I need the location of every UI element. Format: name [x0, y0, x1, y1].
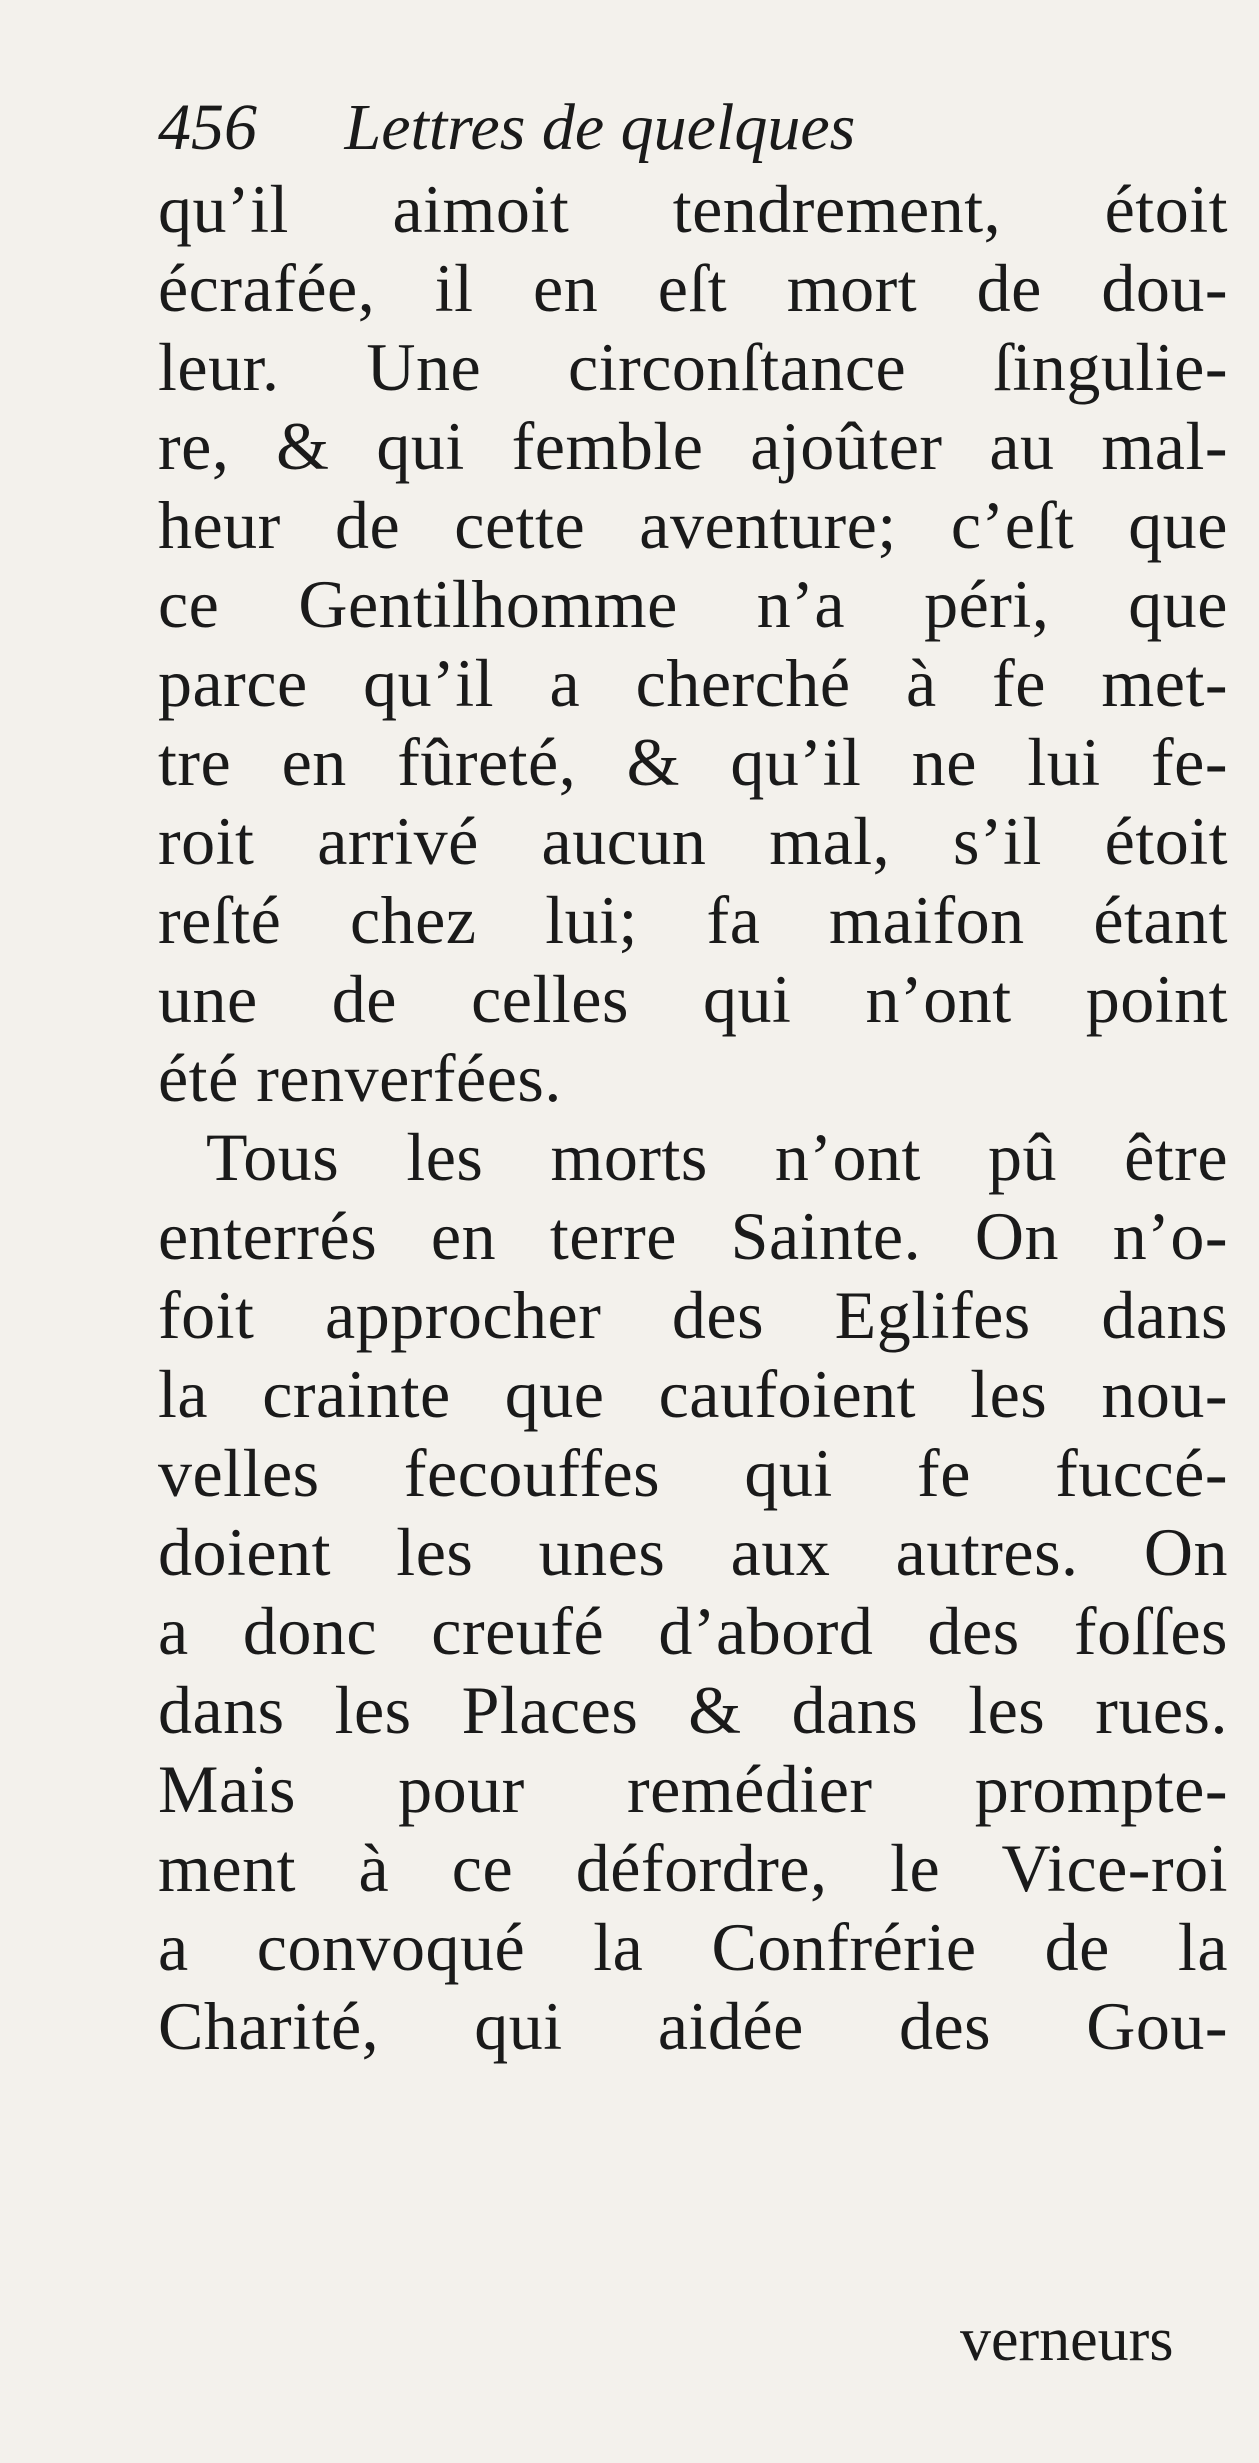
page-number: 456	[158, 91, 257, 164]
text-line: velles fecouffes qui fe fuccé-	[158, 1435, 1228, 1511]
text-line: heur de cette aventure; c’eſt que	[158, 487, 1228, 563]
paragraph-start-line: Tous les morts n’ont pû être	[206, 1119, 1228, 1195]
paragraph-end-line: été renverfées.	[158, 1040, 562, 1116]
text-line: tre en fûreté, & qu’il ne lui fe-	[158, 724, 1228, 800]
text-line: a convoqué la Confrérie de la	[158, 1909, 1228, 1985]
page-header	[158, 88, 1218, 168]
text-line: leur. Une circonſtance ſingulie-	[158, 329, 1228, 405]
text-line: parce qu’il a cherché à fe met-	[158, 645, 1228, 721]
running-title: Lettres de quelques	[344, 91, 856, 164]
text-line: a donc creufé d’abord des foſſes	[158, 1593, 1228, 1669]
text-line: roit arrivé aucun mal, s’il étoit	[158, 803, 1228, 879]
text-line: la crainte que caufoient les nou-	[158, 1356, 1228, 1432]
text-line: foit approcher des Eglifes dans	[158, 1277, 1228, 1353]
body-text	[158, 170, 1228, 2066]
text-line: une de celles qui n’ont point	[158, 961, 1228, 1037]
text-line: re, & qui femble ajoûter au mal-	[158, 408, 1228, 484]
text-line: Mais pour remédier prompte-	[158, 1751, 1228, 1827]
text-line: doient les unes aux autres. On	[158, 1514, 1228, 1590]
catchword: verneurs	[960, 2306, 1174, 2374]
text-line: ment à ce défordre, le Vice-roi	[158, 1830, 1228, 1906]
text-line: Charité, qui aidée des Gou-	[158, 1988, 1228, 2064]
text-line: écrafée, il en eſt mort de dou-	[158, 250, 1228, 326]
text-line: qu’il aimoit tendrement, étoit	[158, 171, 1228, 247]
text-line: enterrés en terre Sainte. On n’o-	[158, 1198, 1228, 1274]
text-line: reſté chez lui; fa maifon étant	[158, 882, 1228, 958]
text-line: dans les Places & dans les rues.	[158, 1672, 1228, 1748]
text-line: ce Gentilhomme n’a péri, que	[158, 566, 1228, 642]
